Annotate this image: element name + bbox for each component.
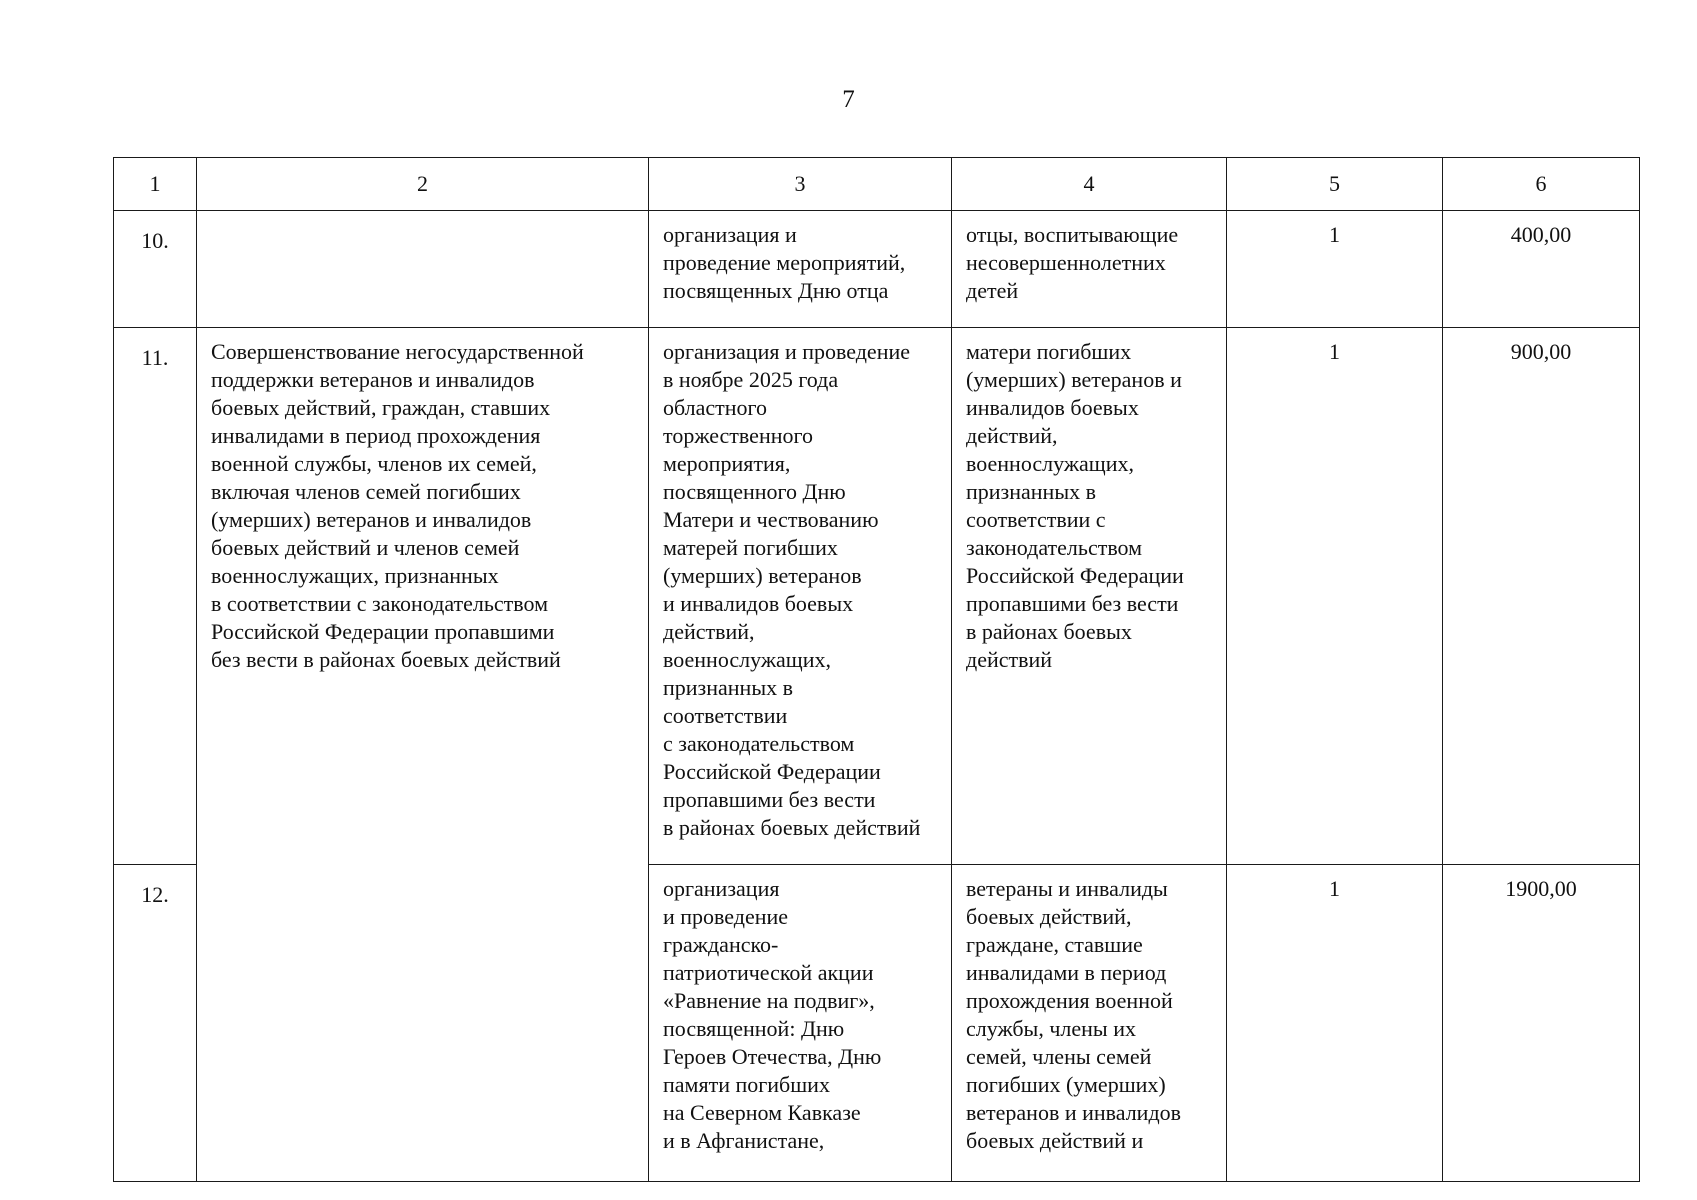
row-quantity: 1 — [1227, 211, 1443, 328]
row-description: Совершенствование негосударственной поддержки ветеранов и инвалидов боевых действий, граждан, ставших инвалидами в период прохождения военной службы, членов их семей, включая членов семей погибших (умерших) ветеранов и инвалидов боевых действий и членов семей военнослужащих, признанных в соответствии с законодательством Российской Федерации пропавшими без вести в районах боевых действий — [197, 328, 649, 1182]
row-event: организация и проведение в ноябре 2025 года областного торжественного мероприятия, посвященного Дню Матери и чествованию матерей погибших (умерших) ветеранов и инвалидов боевых действий, военнослужащих, признанных в соответствии с законодательством Российской Федерации пропавшими без вести в районах боевых действий — [649, 328, 952, 865]
header-col-5: 5 — [1227, 158, 1443, 211]
table-row — [114, 328, 1640, 865]
header-col-4: 4 — [952, 158, 1227, 211]
row-event: организация и проведение гражданско- патриотической акции «Равнение на подвиг», посвященной: Дню Героев Отечества, Дню памяти погибших на Северном Кавказе и в Афганистане, — [649, 865, 952, 1182]
row-event: организация и проведение мероприятий, посвященных Дню отца — [649, 211, 952, 328]
row-amount: 400,00 — [1443, 211, 1640, 328]
row-quantity: 1 — [1227, 865, 1443, 1182]
row-number: 12. — [114, 865, 197, 1182]
row-amount: 1900,00 — [1443, 865, 1640, 1182]
header-col-2: 2 — [197, 158, 649, 211]
row-participants: ветераны и инвалиды боевых действий, граждане, ставшие инвалидами в период прохождения военной службы, члены их семей, члены семей погибших (умерших) ветеранов и инвалидов боевых действий и — [952, 865, 1227, 1182]
row-description — [197, 211, 649, 328]
page-number: 7 — [842, 86, 855, 113]
row-quantity: 1 — [1227, 328, 1443, 865]
row-participants: отцы, воспитывающие несовершеннолетних детей — [952, 211, 1227, 328]
header-col-6: 6 — [1443, 158, 1640, 211]
row-participants: матери погибших (умерших) ветеранов и инвалидов боевых действий, военнослужащих, признанных в соответствии с законодательством Российской Федерации пропавшими без вести в районах боевых действий — [952, 328, 1227, 865]
header-col-1: 1 — [114, 158, 197, 211]
header-col-3: 3 — [649, 158, 952, 211]
row-number: 10. — [114, 211, 197, 328]
row-amount: 900,00 — [1443, 328, 1640, 865]
measures-table — [113, 157, 1640, 1182]
header-row — [114, 158, 1640, 211]
table-row — [114, 211, 1640, 328]
row-number: 11. — [114, 328, 197, 865]
